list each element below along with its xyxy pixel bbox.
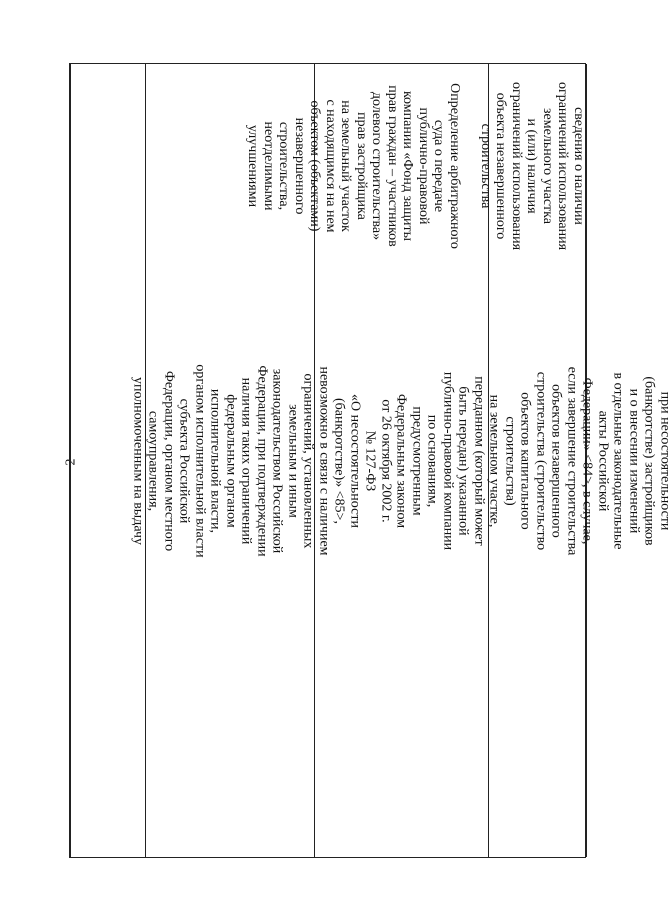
text-line: на земельном участке, xyxy=(486,394,502,527)
text-line: компании «Фонд защиты xyxy=(400,90,416,242)
text-line: объектов капитального xyxy=(517,391,533,530)
obstacles-text xyxy=(130,364,672,557)
text-line: переданном (который может xyxy=(471,375,487,546)
text-line: законодательством Российской xyxy=(269,368,285,553)
text-line: объектом (объектами) xyxy=(307,100,323,232)
text-line: ограничений использования xyxy=(555,81,571,251)
text-line: федеральным органом xyxy=(223,393,239,528)
text-line: неотделимыми xyxy=(261,121,276,211)
documents-text xyxy=(245,66,586,266)
text-line: строительства) xyxy=(502,415,518,506)
paragraph-gap xyxy=(462,66,478,266)
text-line: Федерации, органом местного xyxy=(161,370,177,551)
text-line: Федерации» <84>, в случае, xyxy=(579,377,595,544)
text-line: суда о передаче xyxy=(431,119,447,213)
text-line: земельного участка xyxy=(540,108,555,224)
text-line: ограничений, установленных xyxy=(300,373,316,548)
text-line: исполнительной власти, xyxy=(207,388,223,533)
text-line: объекта незавершенного xyxy=(493,92,509,240)
text-line: публично-правовой компании xyxy=(440,371,456,550)
page-number: 2 xyxy=(63,458,79,466)
text-line: объектов незавершенного xyxy=(548,383,564,538)
text-line: прав граждан – участников xyxy=(385,85,400,247)
text-line: сведения о наличии xyxy=(571,107,586,225)
text-line: Определение арбитражного xyxy=(447,83,462,249)
text-line: при несостоятельности xyxy=(657,391,672,530)
text-line: на земельный участок xyxy=(338,100,354,232)
text-line: ограничений использования xyxy=(509,81,524,251)
text-line: уполномоченным на выдачу xyxy=(130,376,146,545)
text-line: с находящимся на нем xyxy=(323,99,338,233)
text-line: акты Российской xyxy=(595,410,611,511)
text-line: (банкротстве) застройщиков xyxy=(641,375,657,546)
text-line: Федерации, при подтверждении xyxy=(254,364,270,557)
text-line: Федеральным законом xyxy=(393,393,409,528)
text-line: если завершение строительства xyxy=(564,366,580,555)
rotated-table xyxy=(69,63,672,858)
text-line: строительства (строительство xyxy=(533,371,549,550)
text-line: строительства xyxy=(478,123,493,209)
text-line: незавершенного xyxy=(292,117,307,215)
text-line: прав застройщика xyxy=(354,112,369,220)
text-line: по основаниям, xyxy=(424,414,440,507)
text-line: и (или) наличия xyxy=(524,118,540,214)
text-line: предусмотренным xyxy=(409,405,425,516)
text-line: земельным и иным xyxy=(285,403,301,518)
text-line: наличия таких ограничений xyxy=(238,377,254,544)
text-line: строительства, xyxy=(276,121,292,211)
text-line: от 26 октября 2002 г. xyxy=(378,398,394,523)
text-line: невозможно в связи с наличием xyxy=(316,365,332,556)
text-line: № 127-ФЗ xyxy=(362,430,378,491)
text-line: долевого строительства» xyxy=(369,91,385,241)
text-line: и о внесении изменений xyxy=(626,388,642,533)
text-line: субъекта Российской xyxy=(176,398,192,523)
text-line: органом исполнительной власти xyxy=(192,363,208,558)
text-line: улучшениями xyxy=(245,124,261,208)
text-line: быть передан) указанной xyxy=(455,385,471,536)
text-line: (банкротстве)» <85>, xyxy=(331,397,347,524)
text-line: публично-правовой xyxy=(416,107,431,225)
text-line: самоуправления, xyxy=(145,410,161,511)
text-line: в отдельные законодательные xyxy=(610,372,626,549)
text-line: «О несостоятельности xyxy=(347,393,363,528)
